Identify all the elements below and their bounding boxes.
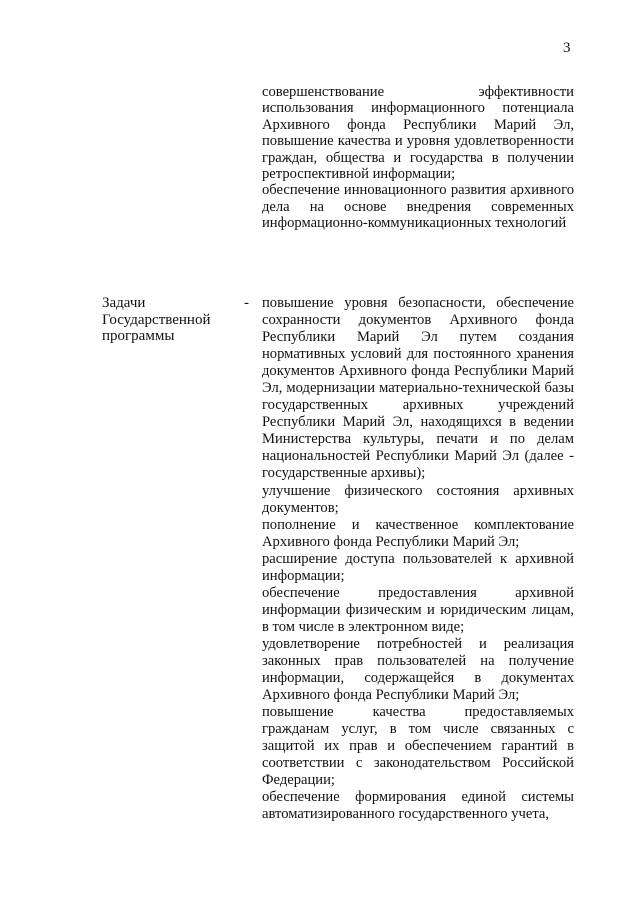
task-paragraph: расширение доступа пользователей к архивной информации; [262,550,574,584]
task-paragraph: пополнение и качественное комплектование Архивного фонда Республики Марий Эл; [262,516,574,550]
task-paragraph: повышение уровня безопасности, обеспечение сохранности документов Архивного фонда Республики Марий Эл путем создания нормативных условий для постоянного хранения документов Архивного фонда Республики Марий Эл, модернизации материально-технической базы государственных архивных учреждений Республики Марий Эл, находящихся в ведении Министерства культуры, печати и по делам национальностей Республики Марий Эл (далее - государственные архивы); [262,295,574,482]
task-paragraph: улучшение физического состояния архивных документов; [262,482,574,516]
tasks-label [102,295,232,345]
tasks-label-line: программы [102,328,175,344]
tasks-label-line: Государственной [102,311,211,328]
task-paragraph: удовлетворение потребностей и реализация законных прав пользователей на получение информации, содержащейся в документах Архивного фонда Республики Марий Эл; [262,635,574,704]
task-paragraph: обеспечение формирования единой системы автоматизированного государственного учета, [262,789,574,823]
goal-paragraph: обеспечение инновационного развития архивного дела на основе внедрения современных информационно-коммуникационных технологий [262,182,574,232]
goals-text [262,84,574,232]
task-paragraph: обеспечение предоставления архивной информации физическим и юридическим лицам, в том числе в электронном виде; [262,584,574,635]
goal-paragraph: совершенствование эффективности использования информационного потенциала Архивного фонда Республики Марий Эл, повышение качества и уровня удовлетворенности граждан, общества и государства в получении ретроспективной информации; [262,84,574,183]
label-dash: - [244,295,249,311]
task-paragraph: повышение качества предоставляемых гражданам услуг, в том числе связанных с защитой их прав и обеспечением гарантий в соответствии с законодательством Российской Федерации; [262,704,574,789]
tasks-text [262,295,574,823]
tasks-label-line: Задачи [102,295,146,311]
page-number: 3 [563,40,571,56]
